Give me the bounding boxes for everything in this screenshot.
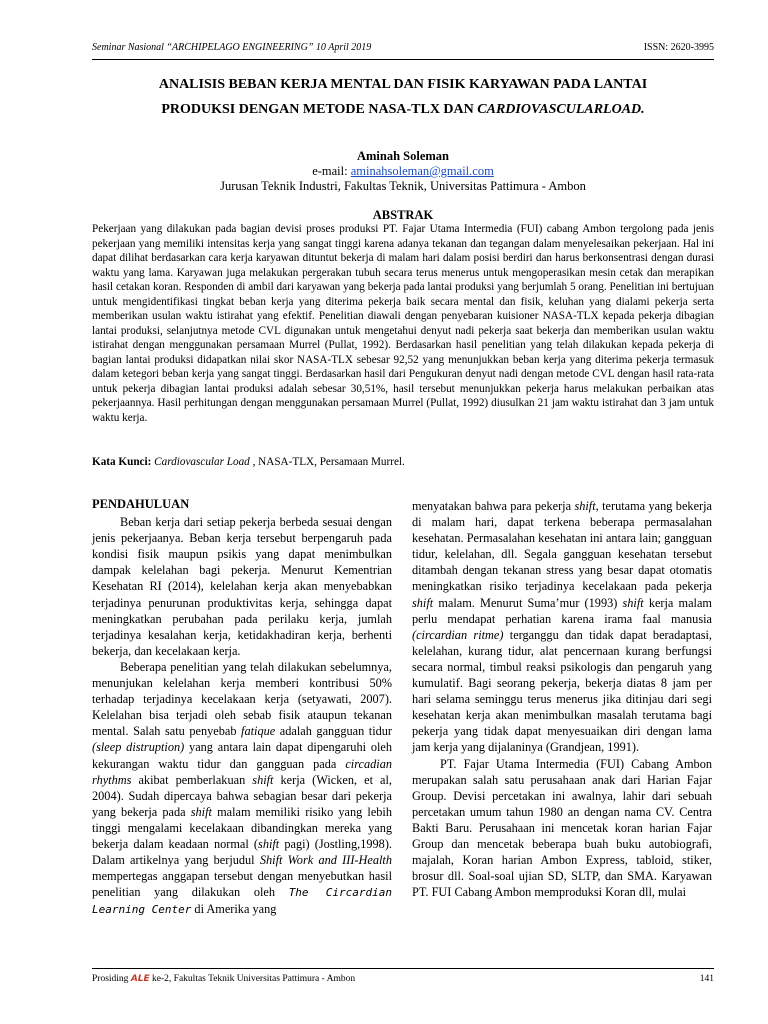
- email-link[interactable]: aminahsoleman@gmail.com: [350, 164, 494, 178]
- running-header: [92, 40, 714, 56]
- intro-paragraph-1: Beban kerja dari setiap pekerja berbeda sesuai dengan jenis pekerjaanya. Beban kerja tersebut berpengaruh pada kondisi fisik maupun psikis yang dapat menimbulkan dampak kelelahan bagi pekerja. Menurut Kementrian Kesehatan RI (2014), kelelahan kerja akan menyebabkan terjadinya penurunan produktivitas kerja, sehingga dapat meningkatkan perubahan pada perilaku kerja, jumlah terjadinya kesalahan kerja, ketidakhadiran kerja, berhenti bekerja, dan kecelakaan kerja.: [92, 515, 392, 658]
- p2-sleep: (sleep distruption): [92, 740, 185, 755]
- r1-text-c: malam. Menurut Suma’mur (1993): [433, 595, 623, 610]
- p2-shift-1: shift: [252, 772, 274, 787]
- abstract-body: [92, 222, 714, 425]
- author-affiliation: Jurusan Teknik Industri, Fakultas Teknik, Universitas Pattimura - Ambon: [220, 179, 586, 193]
- r1-shift-3: shift: [622, 595, 644, 610]
- p2-text-a: Beberapa penelitian yang telah dilakukan sebelumnya, menunjukan kelelahan kerja memberi kontribusi 50% terhadap terjadinya kecelakaan kerja (setyawati, 2007). Kelelahan bisa terjadi oleh sebab fisik ataupun tekanan mental. Salah satu penyebab: [92, 659, 392, 739]
- r1-shift-2: shift: [412, 595, 434, 610]
- footer-prefix: Prosiding: [92, 974, 131, 984]
- p2-shift-3: shift: [258, 836, 280, 851]
- ale-logo: ALE: [130, 974, 150, 984]
- section-heading-pendahuluan: PENDAHULUAN: [92, 497, 190, 511]
- p2-text-h: mempertegas anggapan tersebut dengan menyebutkan hasil penelitian yang dilakukan oleh: [92, 869, 392, 900]
- running-footer: [92, 972, 714, 986]
- r1-text-d: kerja malam perlu mendapat perhatian karena irama faal manusia: [412, 595, 712, 626]
- p2-text-b: adalah gangguan tidur: [275, 724, 393, 739]
- title-line-2: [92, 97, 714, 122]
- abstract-text: Pekerjaan yang dilakukan pada bagian devisi proses produksi PT. Fajar Utama Intermedia (FUI) cabang Ambon tergolong pada jenis pekerjaan yang memiliki intensitas kerja yang sangat tinggi karena adanya tekanan dan tegangan dalam menyelesaikan pekerjaan. Hal ini dapat dilihat berdasarkan cara kerja karyawan dituntut bekerja di malam hari dalam posisi berdiri dan harus berkonsentrasi dengan durasi waktu yang lama. Karyawan juga melakukan pergerakan tubuh secara terus menerus untuk mengoperasikan mesin cetak dan merapikan hasil cetakan koran. Responden di ambil dari karyawan yang bekerja pada lantai produksi yang berjumlah 5 orang. Penelitian ini bertujuan untuk mengidentifikasi tingkat beban kerja yang diterima pekerja baik secara mental dan fisik, keluhan yang dialami pekerja serta memberikan usulan waktu istirahat yang efektif. Penelitian diawali dengan penyebaran kuisioner NASA-TLX kepada pekerja dibagian lantai produksi, selanjutnya metode CVL digunakan untuk mengetahui denyut nadi pekerja saat bekerja dan memberikan usulan waktu istirahat dengan menggunakan persamaan Murrel (Pullat, 1992). Berdasarkan hasil penelitian yang telah dilakukan kepada pekerja di bagian lantai produksi didapatkan nilai skor NASA-TLX sebesar 92,52 yang menunjukkan beban kerja yang diterima pekerja termasuk dalam ketegori beban kerja yang sangat tinggi. Berdasarkan hasil dari Pengukuran denyut nadi dengan metode CVL dengan hasil rata-rata untuk pekerja dibagian lantai produksi adalah sebesar 30,51%, hasil tersebut menunjukkan pekerja harus melakukan perbaikan atas pekerjaannya. Hasil perhitungan dengan menggunakan persamaan Murrel (Pullat, 1992) diusulkan 21 jam waktu istirahat dan 3 jam untuk waktu kerja.: [92, 223, 714, 424]
- p2-text-g: pagi) (Jostling,1998). Dalam artikelnya yang berjudul: [92, 836, 392, 868]
- p2-fatique: fatique: [241, 724, 276, 739]
- page-number: 141: [699, 974, 714, 984]
- author-name: Aminah Soleman: [356, 149, 450, 163]
- r1-text-e: terganggu dan tidak dapat beradaptasi, kelelahan, kurang tidur, alat pencernaan kurang berfungsi secara normal, timbul reaksi psikologis dan pengaruh yang kumulatif. Bagi seorang pekerja, bekerja diatas 8 jam per hari selama seminggu terus menerus jika ditinjau dari segi kesehatan kerja akan menimbulkan masalah terutama bagi pekerja yang tidak dapat menyesuaikan diri dengan lama jam kerja yang dijalaninya (Grandjean, 1991).: [412, 627, 712, 755]
- footer-suffix: ke-2, Fakultas Teknik Universitas Pattimura - Ambon: [149, 974, 356, 984]
- footer-proceedings: [92, 972, 355, 986]
- title-line-1: ANALISIS BEBAN KERJA MENTAL DAN FISIK KARYAWAN PADA LANTAI: [158, 77, 648, 92]
- abstract-heading: ABSTRAK: [372, 208, 434, 222]
- paper-title: [92, 72, 714, 122]
- issn-number: ISSN: 2620-3995: [643, 42, 714, 53]
- right-column: [412, 498, 712, 900]
- r1-ritme: (circardian ritme): [412, 627, 504, 642]
- keywords-rest: , NASA-TLX, Persamaan Murrel.: [249, 456, 405, 468]
- p2-article-title: Shift Work and III-Health: [259, 853, 392, 868]
- left-column: [92, 496, 392, 918]
- email-label: e-mail:: [312, 164, 351, 178]
- p2-text-c: yang antara lain dapat dipengaruhi oleh kekurangan waktu tidur dan gangguan pada: [92, 740, 392, 771]
- header-rule: [92, 59, 714, 60]
- keyword-italic: Cardiovascular Load: [151, 456, 250, 468]
- title-line-2-text: PRODUKSI DENGAN METODE NASA-TLX DAN: [161, 102, 478, 117]
- p2-circadian: circadian rhythms: [92, 756, 392, 787]
- p2-text-d: akibat pemberlakuan: [131, 772, 253, 787]
- p2-shift-2: shift: [190, 804, 212, 819]
- right-paragraph-2: PT. Fajar Utama Intermedia (FUI) Cabang Ambon merupakan salah satu perusahaan anak dari Harian Fajar Group. Devisi percetakan ini awalnya, lahir dari sebuah percetakan umum tahun 1980 an dengan nama CV. Centra Bakti Baru. Perusahaan ini mencetak koran harian Fajar Group dan mencetak beberapa buah buku autobiografi, majalah, Koran harian Ambon Express, tabloid, stiker, brosur dll. Soal-soal ujian SD, SLTP, dan SMA. Karyawan PT. FUI Cabang Ambon memproduksi Koran dll, mulai: [412, 756, 712, 900]
- keywords-label: Kata Kunci:: [92, 456, 152, 468]
- p2-center-name: The Circardian Learning Center: [92, 886, 392, 917]
- conference-name: Seminar Nasional “ARCHIPELAGO ENGINEERING” 10 April 2019: [92, 42, 372, 53]
- r1-text-b: , terutama yang bekerja di malam hari, dapat terkena beberapa permasalahan kesehatan. Permasalahan kesehatan ini antara lain; gangguan tidur, kelelahan, dll. Segala gangguan kesehatan tersebut ditambah dengan tekanan stress yang besar dapat otomatis meningkatkan risiko terjadinya kecelakaan pada pekerja: [412, 499, 712, 594]
- footer-rule: [92, 968, 714, 969]
- r1-text-a: menyatakan bahwa para pekerja: [412, 499, 575, 513]
- author-email-line: [92, 164, 714, 179]
- p2-text-i: di Amerika yang: [191, 902, 277, 917]
- p2-text-f: malam memiliki risiko yang lebih tinggi mengalami kecelakaan dibandingkan mereka yang bekerja dalam keadaan normal (: [92, 804, 392, 851]
- p2-text-e: kerja (Wicken, et al, 2004). Sudah dipercaya bahwa sebagian besar dari pekerja yang bekerja pada: [92, 772, 393, 819]
- r1-shift-1: shift: [574, 499, 596, 513]
- intro-paragraph-2: [92, 659, 392, 919]
- keywords: [92, 456, 714, 468]
- title-line-2-italic: CARDIOVASCULARLOAD.: [477, 102, 645, 117]
- right-paragraph-1: [412, 498, 712, 756]
